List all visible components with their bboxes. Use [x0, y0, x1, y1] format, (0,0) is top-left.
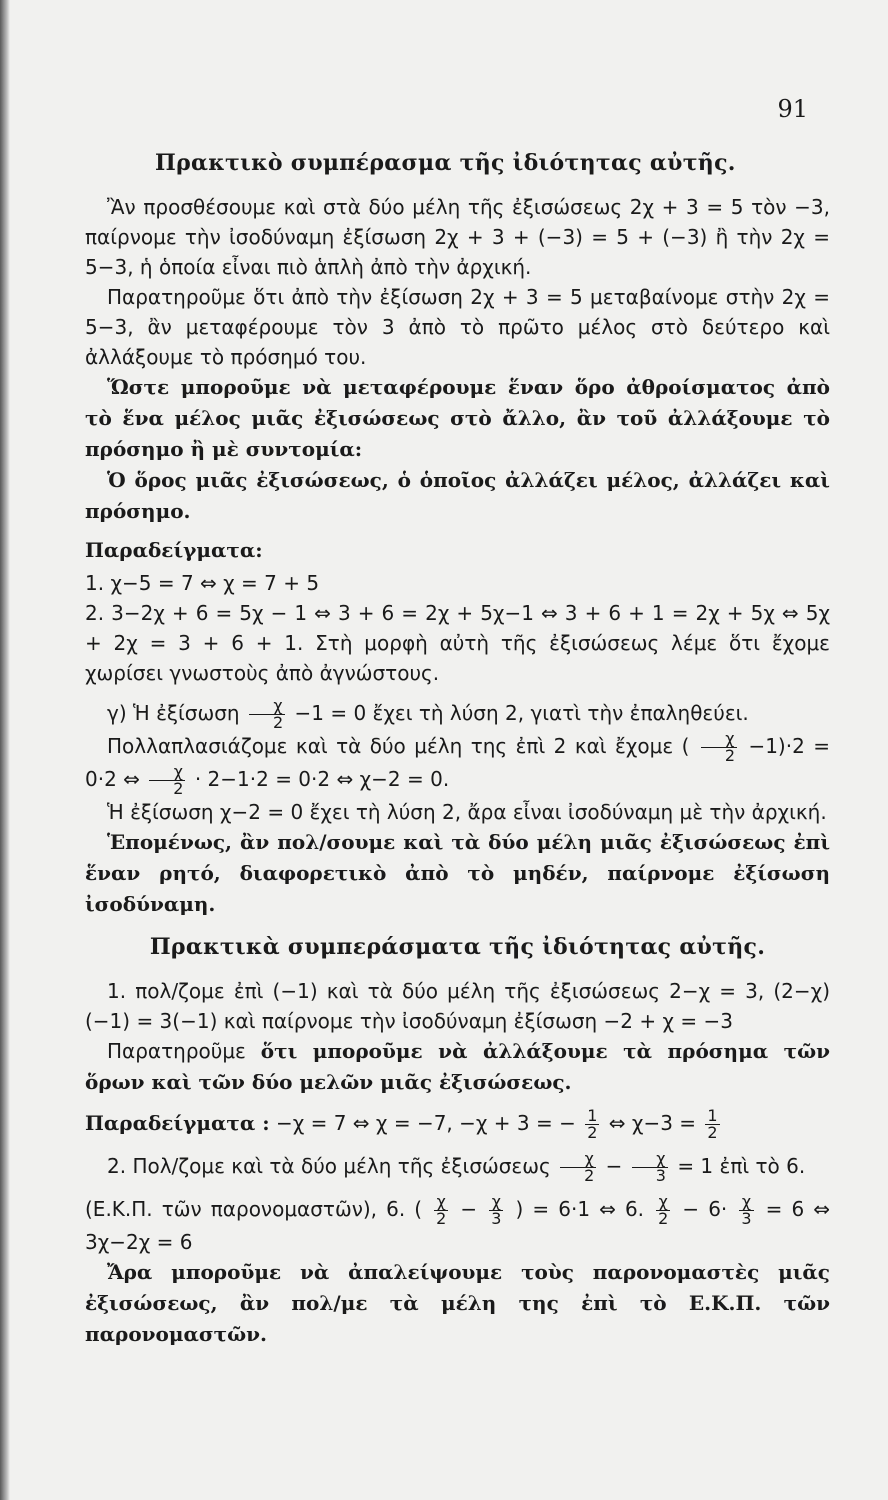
- fraction-numerator: χ: [149, 764, 185, 781]
- paragraph-sign-change: [85, 1036, 830, 1098]
- spacer: [85, 920, 830, 934]
- minus-sign: −: [460, 1197, 478, 1221]
- fraction-denominator: 2: [658, 1209, 669, 1228]
- fraction-numerator: χ: [249, 698, 285, 715]
- mult-text-b: −1)·2 = 0·2 ⇔: [85, 734, 830, 791]
- paragraph-add-to-both-sides: Ἂν προσθέσουμε καὶ στὰ δύο μέλη τῆς ἐξισώσεως 2χ + 3 = 5 τὸν −3, παίρνομε τὴν ἰσοδύναμη ἐξίσωση 2χ + 3 + (−3) = 5 + (−3) ἢ τὴν 2χ = 5−3, ἡ ὁποία εἶναι πιὸ ἁπλὴ ἀπὸ τὴν ἀρχική.: [85, 195, 830, 279]
- fraction-denominator: 2: [587, 1123, 598, 1142]
- examples-title-2: Παραδείγματα :: [85, 1111, 270, 1135]
- gamma-text-b: −1 = 0 ἔχει τὴ λύση 2, γιατὶ τὴν ἐπαληθεύει.: [294, 701, 749, 725]
- fraction-x-over-3: [632, 1151, 668, 1184]
- examples-title: Παραδείγματα:: [85, 538, 263, 562]
- spacer: [85, 1098, 830, 1108]
- mult-text-c: · 2−1·2 = 0·2 ⇔ χ−2 = 0.: [194, 767, 450, 791]
- spacer: [85, 1141, 830, 1151]
- page-content: [85, 150, 830, 1350]
- fraction-numerator: χ: [739, 1194, 753, 1211]
- fraction-x-over-2: [434, 1194, 448, 1227]
- fraction-denominator: 3: [491, 1209, 502, 1228]
- rule-clear-denominators: Ἄρα μποροῦμε νὰ ἀπαλείψουμε τοὺς παρονομαστὲς μιᾶς ἐξισώσεως, ἂν πολ/με τὰ μέλη της ἐπὶ τὸ Ε.Κ.Π. τῶν παρονομαστῶν.: [85, 1260, 830, 1346]
- paragraph-equivalent: Ἡ ἐξίσωση χ−2 = 0 ἔχει τὴ λύση 2, ἄρα εἶναι ἰσοδύναμη μὲ τὴν ἀρχική.: [107, 800, 827, 824]
- fraction-numerator: 1: [707, 1106, 718, 1125]
- gamma-text-a: γ) Ἡ ἐξίσωση: [107, 701, 240, 725]
- item-2: [85, 1151, 830, 1184]
- fraction-numerator: χ: [434, 1194, 448, 1211]
- item-1: 1. πολ/ζομε ἐπὶ (−1) καὶ τὰ δύο μέλη τῆς ἐξισώσεως 2−χ = 3, (2−χ) (−1) = 3(−1) καὶ παίρνομε τὴν ἰσοδύναμη ἐξίσωση −2 + χ = −3: [85, 979, 830, 1033]
- fraction-denominator: 2: [436, 1209, 447, 1228]
- fraction-1-over-2: [585, 1108, 599, 1141]
- fraction-numerator: χ: [560, 1151, 596, 1168]
- examples-line: [85, 1108, 830, 1141]
- fraction-x-over-2: [656, 1194, 670, 1227]
- heading-practical-conclusion: Πρακτικὸ συμπέρασμα τῆς ἰδιότητας αὐτῆς.: [155, 150, 736, 176]
- fraction-1-over-2: [705, 1108, 719, 1141]
- mult-text-a: Πολλαπλασιάζομε καὶ τὰ δύο μέλη της ἐπὶ 2 καὶ ἔχομε (: [107, 734, 690, 758]
- minus-sign: −: [605, 1154, 623, 1178]
- item-2-text-b: = 1 ἐπὶ τὸ 6.: [677, 1154, 806, 1178]
- rule-transfer-term: Ὥστε μποροῦμε νὰ μεταφέρουμε ἕναν ὅρο ἀθροίσματος ἀπὸ τὸ ἕνα μέλος μιᾶς ἐξισώσεως στὸ ἄλλο, ἂν τοῦ ἀλλάξουμε τὸ πρόσημο ἢ μὲ συντομία:: [85, 375, 830, 461]
- spacer: [85, 1184, 830, 1194]
- page-binding-edge: [0, 0, 10, 1500]
- fraction-x-over-2: [701, 731, 737, 764]
- ekp-text-a: (Ε.Κ.Π. τῶν παρονομαστῶν), 6. (: [85, 1197, 423, 1221]
- fraction-x-over-2: [249, 698, 285, 731]
- rule-multiply-both-sides: Ἑπομένως, ἂν πολ/σουμε καὶ τὰ δύο μέλη μιᾶς ἐξισώσεως ἐπὶ ἕναν ρητό, διαφορετικὸ ἀπὸ τὸ μηδέν, παίρνομε ἐξίσωση ἰσοδύναμη.: [85, 830, 830, 916]
- fraction-denominator: 3: [741, 1209, 752, 1228]
- fraction-x-over-3: [489, 1194, 503, 1227]
- example-gamma: [85, 698, 830, 731]
- fraction-x-over-2: [560, 1151, 596, 1184]
- observation-text: Παρατηροῦμε: [107, 1039, 246, 1063]
- fraction-denominator: 2: [724, 746, 735, 765]
- fraction-x-over-3: [739, 1194, 753, 1227]
- paragraph-multiply: [85, 731, 830, 797]
- item-2-text-a: 2. Πολ/ζομε καὶ τὰ δύο μέλη τῆς ἐξισώσεως: [107, 1154, 551, 1178]
- example-2: 2. 3−2χ + 6 = 5χ − 1 ⇔ 3 + 6 = 2χ + 5χ−1 ⇔ 3 + 6 + 1 = 2χ + 5χ ⇔ 5χ + 2χ = 3 + 6 + 1. Στὴ μορφὴ αὐτὴ τῆς ἐξισώσεως λέμε ὅτι ἔχομε χωρίσει γνωστοὺς ἀπὸ ἀγνώστους.: [85, 601, 830, 685]
- observation-rule: ὅτι μποροῦμε νὰ ἀλλάξουμε τὰ πρόσημα τῶν ὅρων καὶ τῶν δύο μελῶν μιᾶς ἐξισώσεως.: [85, 1039, 830, 1094]
- fraction-denominator: 2: [584, 1166, 595, 1185]
- fraction-denominator: 3: [655, 1166, 666, 1185]
- examples-line-a: −χ = 7 ⇔ χ = −7, −χ + 3 = −: [275, 1111, 576, 1135]
- fraction-numerator: χ: [701, 731, 737, 748]
- ekp-text-c: − 6·: [682, 1197, 728, 1221]
- heading-practical-conclusions: Πρακτικὰ συμπεράσματα τῆς ἰδιότητας αὐτῆς.: [149, 934, 766, 960]
- fraction-numerator: χ: [489, 1194, 503, 1211]
- example-1: 1. χ−5 = 7 ⇔ χ = 7 + 5: [85, 571, 320, 595]
- page-number: 91: [777, 95, 808, 123]
- rule-transfer-term-short: Ὁ ὅρος μιᾶς ἐξισώσεως, ὁ ὁποῖος ἀλλάζει μέλος, ἀλλάζει καὶ πρόσημο.: [85, 468, 830, 523]
- fraction-x-over-2: [149, 764, 185, 797]
- fraction-denominator: 2: [272, 713, 284, 732]
- fraction-denominator: 2: [707, 1123, 718, 1142]
- ekp-line: [85, 1194, 830, 1257]
- fraction-numerator: 1: [587, 1106, 598, 1125]
- fraction-numerator: χ: [656, 1194, 670, 1211]
- paragraph-observation-transfer: Παρατηροῦμε ὅτι ἀπὸ τὴν ἐξίσωση 2χ + 3 = 5 μεταβαίνομε στὴν 2χ = 5−3, ἂν μεταφέρουμε τὸν 3 ἀπὸ τὸ πρῶτο μέλος στὸ δεύτερο καὶ ἀλλάξουμε τὸ πρόσημό του.: [85, 285, 830, 369]
- fraction-numerator: χ: [632, 1151, 668, 1168]
- fraction-denominator: 2: [173, 779, 184, 798]
- ekp-text-b: ) = 6·1 ⇔ 6.: [515, 1197, 645, 1221]
- ekp-text-d: = 6 ⇔ 3χ−2χ = 6: [85, 1197, 831, 1254]
- spacer: [85, 688, 830, 698]
- examples-line-b: ⇔ χ−3 =: [608, 1111, 697, 1135]
